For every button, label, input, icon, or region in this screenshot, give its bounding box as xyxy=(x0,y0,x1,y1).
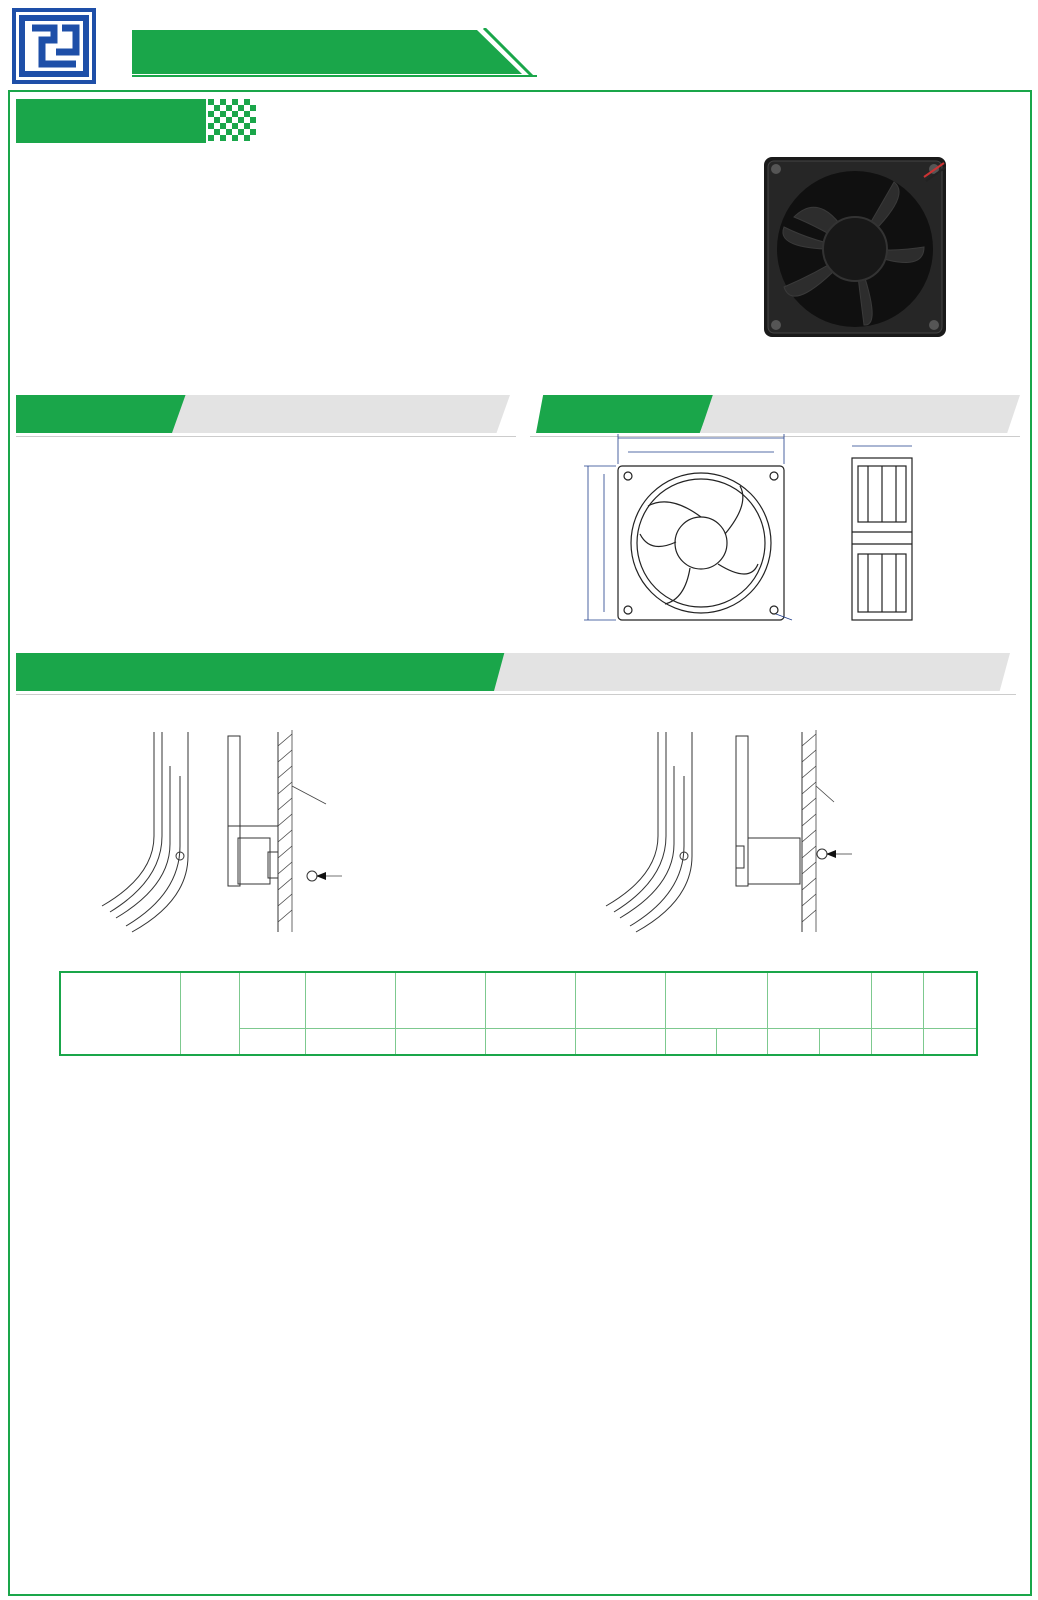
unit-cell xyxy=(924,1028,977,1055)
unit-cell xyxy=(872,1028,924,1055)
brand-logo-icon xyxy=(12,8,96,84)
side-dimension-drawing xyxy=(848,436,918,630)
pq-section-en xyxy=(172,395,510,433)
col-operating-voltage xyxy=(305,972,395,1028)
fan-photo-image xyxy=(764,157,946,337)
unit-cell xyxy=(305,1028,395,1055)
col-rated-voltage xyxy=(240,972,305,1028)
col-rated-speed xyxy=(575,972,665,1028)
unit-cell xyxy=(716,1028,767,1055)
col-noise xyxy=(872,972,924,1028)
pq-curve-chart xyxy=(60,446,450,646)
col-weight xyxy=(924,972,977,1028)
col-model xyxy=(60,972,181,1055)
screw-section-en xyxy=(494,653,1010,691)
unit-cell xyxy=(819,1028,871,1055)
col-air-pressure xyxy=(767,972,871,1028)
pq-section-cn xyxy=(16,395,186,433)
divider xyxy=(16,694,1016,695)
unit-cell xyxy=(665,1028,716,1055)
spec-table xyxy=(59,971,978,1056)
screw-section-cn xyxy=(16,653,506,691)
cn-title xyxy=(16,99,206,143)
unit-cell xyxy=(395,1028,485,1055)
col-bearing xyxy=(181,972,240,1055)
checker-pattern-icon xyxy=(208,99,256,143)
rib-frame-drawing xyxy=(586,726,986,936)
front-dimension-drawing xyxy=(570,424,870,630)
unit-cell xyxy=(485,1028,575,1055)
title-banner-shape xyxy=(132,28,537,78)
col-input-power xyxy=(485,972,575,1028)
col-rated-current xyxy=(395,972,485,1028)
unit-cell xyxy=(240,1028,305,1055)
unit-cell xyxy=(575,1028,665,1055)
flange-frame-drawing xyxy=(72,726,472,936)
divider xyxy=(16,436,516,437)
unit-cell xyxy=(767,1028,819,1055)
col-air-flow xyxy=(665,972,767,1028)
